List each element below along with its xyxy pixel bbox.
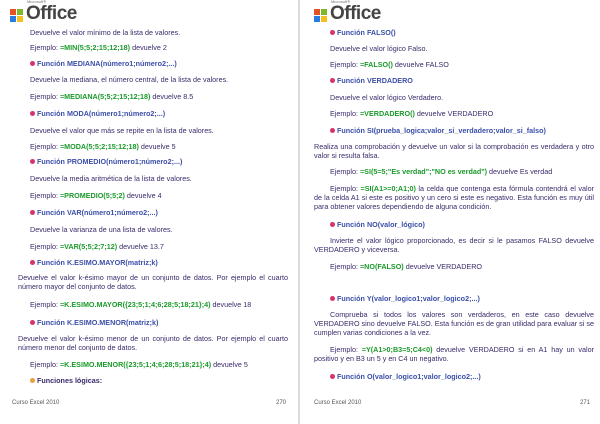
example-line	[30, 92, 193, 101]
example-label: Ejemplo:	[30, 360, 60, 369]
text-paragraph: Invierte el valor lógico proporcionado, es decir si le pasamos FALSO devuelve VERDADERO y viceversa.	[314, 236, 594, 254]
example-line	[330, 109, 493, 118]
text-line: Devuelve el valor lógico Verdadero.	[330, 93, 444, 102]
left-page	[0, 0, 296, 424]
bullet-icon	[330, 222, 335, 227]
heading-text: Función O(valor_logico1;valor_logico2;...)	[337, 372, 481, 381]
text-line: Devuelve la varianza de una lista de valores.	[30, 225, 173, 234]
formula: =VAR(5;5;2;7;12)	[59, 242, 118, 251]
example-line	[30, 191, 162, 200]
example-result: devuelve 18	[210, 300, 252, 309]
heading-text: Función NO(valor_lógico)	[337, 220, 425, 229]
office-flag-icon	[10, 9, 24, 23]
example-result: devuelve FALSO	[392, 60, 449, 69]
example-paragraph	[314, 184, 594, 211]
example-result: devuelve 5	[138, 142, 176, 151]
heading-text: Función MEDIANA(número1;número2;...)	[37, 59, 177, 68]
example-label: Ejemplo:	[330, 345, 362, 354]
logo-microsoft: Microsoft®	[27, 0, 47, 4]
page-number: 270	[276, 400, 287, 406]
example-result: devuelve 5	[211, 360, 248, 369]
bullet-icon	[30, 159, 35, 164]
office-logo	[10, 0, 77, 24]
text-paragraph: Devuelve el valor k-ésimo mayor de un conjunto de datos. Por ejemplo el cuarto número mayor del conjunto de datos.	[18, 273, 288, 291]
formula: =MODA(5;5;2;15;12;18)	[59, 142, 139, 151]
heading-text: Función VAR(número1;número2;...)	[37, 208, 158, 217]
page-divider	[298, 0, 300, 424]
example-line	[30, 300, 251, 309]
example-result: devuelve VERDADERO	[403, 262, 482, 271]
function-heading	[330, 372, 481, 381]
formula: =Y(A1>0;B3=5;C4<0)	[361, 345, 433, 354]
bullet-icon	[330, 296, 335, 301]
example-line	[330, 60, 449, 69]
example-paragraph	[314, 345, 594, 363]
bullet-icon	[330, 30, 335, 35]
bullet-icon	[330, 78, 335, 83]
formula: =NO(FALSO)	[359, 262, 404, 271]
text-line: Devuelve la media aritmética de la lista de valores.	[30, 174, 192, 183]
example-result: devuelve Es verdad	[487, 167, 553, 176]
heading-text: Función Y(valor_logico1;valor_logico2;...)	[337, 294, 480, 303]
example-label: Ejemplo:	[330, 60, 360, 69]
formula: =FALSO()	[359, 60, 393, 69]
formula: =SI(5=5;"Es verdad";"NO es verdad")	[359, 167, 488, 176]
office-flag-icon	[314, 9, 328, 23]
formula: =VERDADERO()	[359, 109, 415, 118]
logo-office: Office	[330, 3, 381, 24]
text-paragraph: Devuelve el valor k-ésimo menor de un conjunto de datos. Por ejemplo el cuarto número menor del conjunto de datos.	[18, 334, 288, 352]
formula: =K.ESIMO.MENOR({23;5;1;4;6;28;5;18;21};4)	[59, 360, 212, 369]
function-heading	[330, 294, 480, 303]
text-line: Devuelve la mediana, el número central, de la lista de valores.	[30, 75, 229, 84]
office-logo	[314, 0, 381, 24]
bullet-icon	[30, 210, 35, 215]
example-line	[30, 142, 176, 151]
example-label: Ejemplo:	[30, 142, 60, 151]
bullet-icon	[30, 260, 35, 265]
function-heading	[30, 258, 158, 267]
function-heading	[30, 318, 158, 327]
heading-text: Función VERDADERO	[337, 76, 413, 85]
bullet-icon	[30, 61, 35, 66]
text-paragraph: Comprueba si todos los valores son verdaderos, en este caso devuelve VERDADERO sino devuelve FALSO. Esta función es de gran utilidad para evaluar si se cumplen varias condiciones a la vez.	[314, 310, 594, 337]
example-result: devuelve 2	[130, 43, 167, 52]
example-result: devuelve 8.5	[150, 92, 194, 101]
example-label: Ejemplo:	[330, 184, 361, 193]
function-heading	[330, 220, 425, 229]
formula: =SI(A1>=0;A1;0)	[360, 184, 416, 193]
bullet-icon	[330, 128, 335, 133]
page-number: 271	[580, 400, 591, 406]
example-label: Ejemplo:	[330, 109, 360, 118]
section-heading	[30, 376, 102, 385]
formula: =K.ESIMO.MAYOR({23;5;1;4;6;28;5;18;21};4)	[59, 300, 211, 309]
text-paragraph: Realiza una comprobación y devuelve un valor si la comprobación es verdadera y otro valor si resulta falsa.	[314, 142, 594, 160]
bullet-icon	[30, 378, 35, 383]
example-result: devuelve 4	[124, 191, 162, 200]
heading-text: Función MODA(número1;número2;...)	[37, 109, 166, 118]
right-page	[304, 0, 600, 424]
formula: =MIN(5;5;2;15;12;18)	[59, 43, 131, 52]
example-label: Ejemplo:	[30, 300, 60, 309]
formula: =MEDIANA(5;5;2;15;12;18)	[59, 92, 151, 101]
bullet-icon	[30, 111, 35, 116]
function-heading	[30, 208, 158, 217]
example-line	[330, 262, 482, 271]
example-result: devuelve VERDADERO	[414, 109, 494, 118]
heading-text: Función K.ESIMO.MAYOR(matriz;k)	[37, 258, 158, 267]
example-label: Ejemplo:	[30, 92, 60, 101]
example-result: devuelve VERDADERO si en A1 hay un valor positivo y en B3 un 5 y en C4 un negativo.	[314, 345, 594, 363]
example-line	[330, 167, 552, 176]
heading-text: Función PROMEDIO(número1;número2;...)	[37, 157, 183, 166]
function-heading	[330, 76, 413, 85]
bullet-icon	[30, 320, 35, 325]
function-heading	[30, 59, 177, 68]
heading-text: Funciones lógicas:	[37, 376, 103, 385]
text-line: Devuelve el valor que más se repite en la lista de valores.	[30, 126, 214, 135]
footer-title: Curso Excel 2010	[314, 400, 362, 406]
text-line: Devuelve el valor mínimo de la lista de valores.	[30, 28, 181, 37]
function-heading	[30, 157, 182, 166]
logo-microsoft: Microsoft®	[331, 0, 351, 4]
heading-text: Función K.ESIMO.MENOR(matriz;k)	[37, 318, 159, 327]
example-result: la celda que contenga esta fórmula contendrá el valor de la celda A1 si este es positivo y un cero si este es negativo. Esta función es muy útil para obtener valores dependiendo de alguna condición.	[314, 184, 594, 211]
function-heading	[330, 126, 546, 135]
bullet-icon	[330, 374, 335, 379]
example-line	[30, 242, 164, 251]
example-label: Ejemplo:	[30, 43, 60, 52]
footer-title: Curso Excel 2010	[12, 400, 60, 406]
heading-text: Función FALSO()	[337, 28, 396, 37]
logo-office: Office	[26, 3, 77, 24]
example-label: Ejemplo:	[330, 167, 360, 176]
example-label: Ejemplo:	[30, 242, 60, 251]
function-heading	[30, 109, 165, 118]
example-line	[30, 360, 248, 369]
example-label: Ejemplo:	[30, 191, 60, 200]
function-heading	[330, 28, 396, 37]
formula: =PROMEDIO(5;5;2)	[59, 191, 125, 200]
text-line: Devuelve el valor lógico Falso.	[330, 44, 428, 53]
example-result: devuelve 13.7	[117, 242, 164, 251]
example-label: Ejemplo:	[330, 262, 360, 271]
example-line	[30, 43, 167, 52]
heading-text: Función SI(prueba_logica;valor_si_verdadero;valor_si_falso)	[337, 126, 546, 135]
